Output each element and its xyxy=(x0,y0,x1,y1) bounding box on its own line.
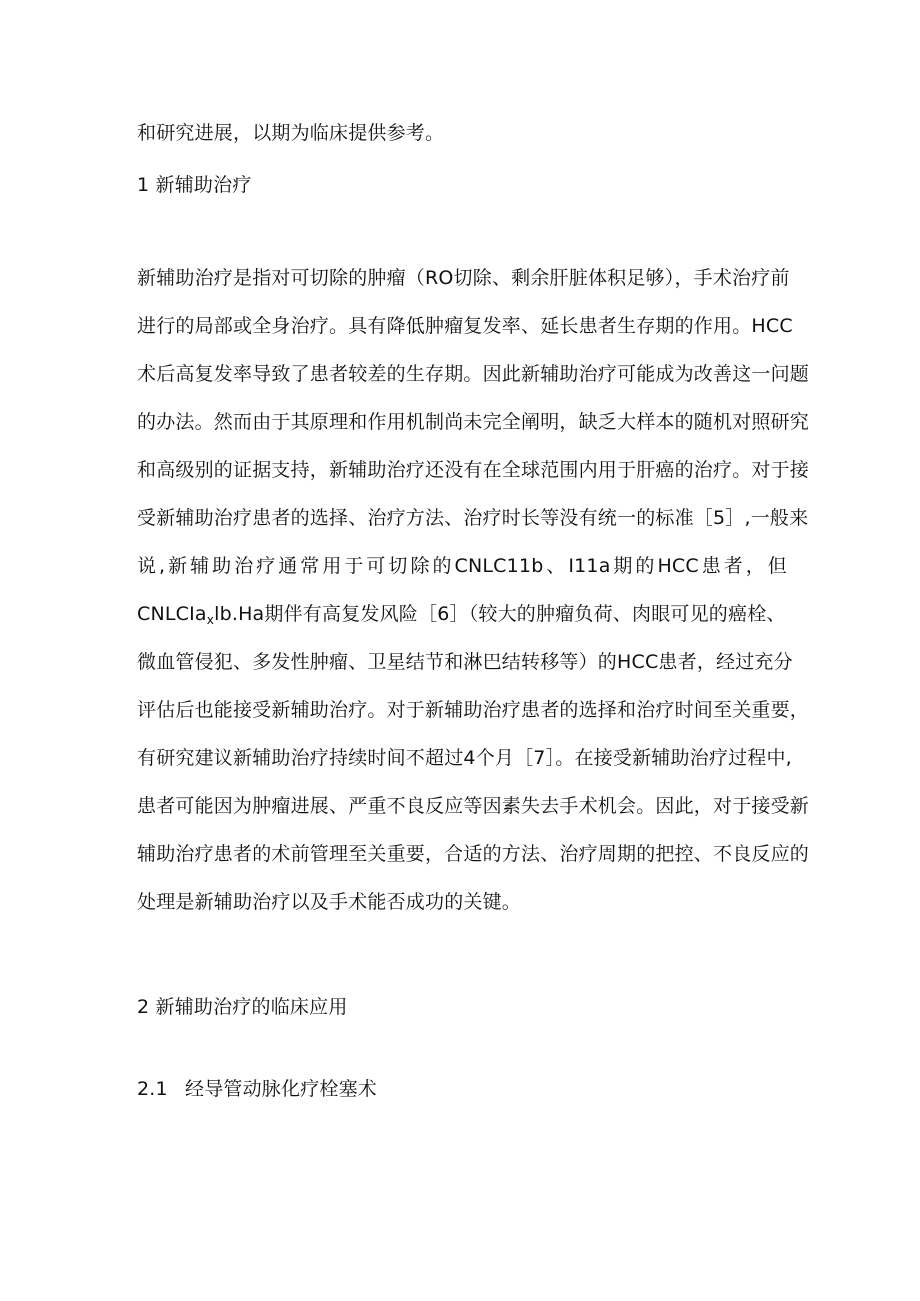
paragraph-line: 新辅助治疗是指对可切除的肿瘤（RO切除、剩余肝脏体积足够），手术治疗前 xyxy=(137,267,790,289)
paragraph-line: 受新辅助治疗患者的选择、治疗方法、治疗时长等没有统一的标准［5］,一般来 xyxy=(137,507,809,529)
paragraph-line: 辅助治疗患者的术前管理至关重要，合适的方法、治疗周期的把控、不良反应的 xyxy=(137,843,810,865)
paragraph-line: 微血管侵犯、多发性肿瘤、卫星结节和淋巴结转移等）的HCC患者，经过充分 xyxy=(137,651,793,673)
paragraph-line-with-subscript xyxy=(137,602,786,632)
intro-line: 和研究进展，以期为临床提供参考。 xyxy=(137,122,445,144)
paragraph-line: 的办法。然而由于其原理和作用机制尚未完全阐明，缺乏大样本的随机对照研究 xyxy=(137,411,810,433)
paragraph-line: 和高级别的证据支持，新辅助治疗还没有在全球范围内用于肝癌的治疗。对于接 xyxy=(137,459,810,481)
paragraph-line: 处理是新辅助治疗以及手术能否成功的关键。 xyxy=(137,891,522,913)
subscript-text: x xyxy=(206,613,215,627)
paragraph-line: 术后高复发率导致了患者较差的生存期。因此新辅助治疗可能成为改善这一问题 xyxy=(137,363,810,385)
paragraph-line: 评估后也能接受新辅助治疗。对于新辅助治疗患者的选择和治疗时间至关重要， xyxy=(137,699,810,721)
section-2-heading: 2 新辅助治疗的临床应用 xyxy=(137,996,348,1018)
text-span: lb.Ha期伴有高复发风险［6］（较大的肿瘤负荷、肉眼可见的癌栓、 xyxy=(214,603,786,625)
section-number: 2.1 xyxy=(137,1078,168,1100)
paragraph-line: 进行的局部或全身治疗。具有降低肿瘤复发率、延长患者生存期的作用。HCC xyxy=(137,315,793,337)
paragraph-line: 有研究建议新辅助治疗持续时间不超过4个月［7］。在接受新辅助治疗过程中, xyxy=(137,747,792,769)
paragraph-line: 说,新辅助治疗通常用于可切除的CNLC11b、I11a期的HCC患者，但 xyxy=(137,555,787,577)
text-span: CNLCIa xyxy=(137,603,207,625)
section-1-heading: 1 新辅助治疗 xyxy=(137,174,252,196)
section-title: 经导管动脉化疗栓塞术 xyxy=(185,1078,378,1100)
paragraph-line: 患者可能因为肿瘤进展、严重不良反应等因素失去手术机会。因此，对于接受新 xyxy=(137,795,810,817)
section-2-1-heading xyxy=(137,1077,377,1101)
